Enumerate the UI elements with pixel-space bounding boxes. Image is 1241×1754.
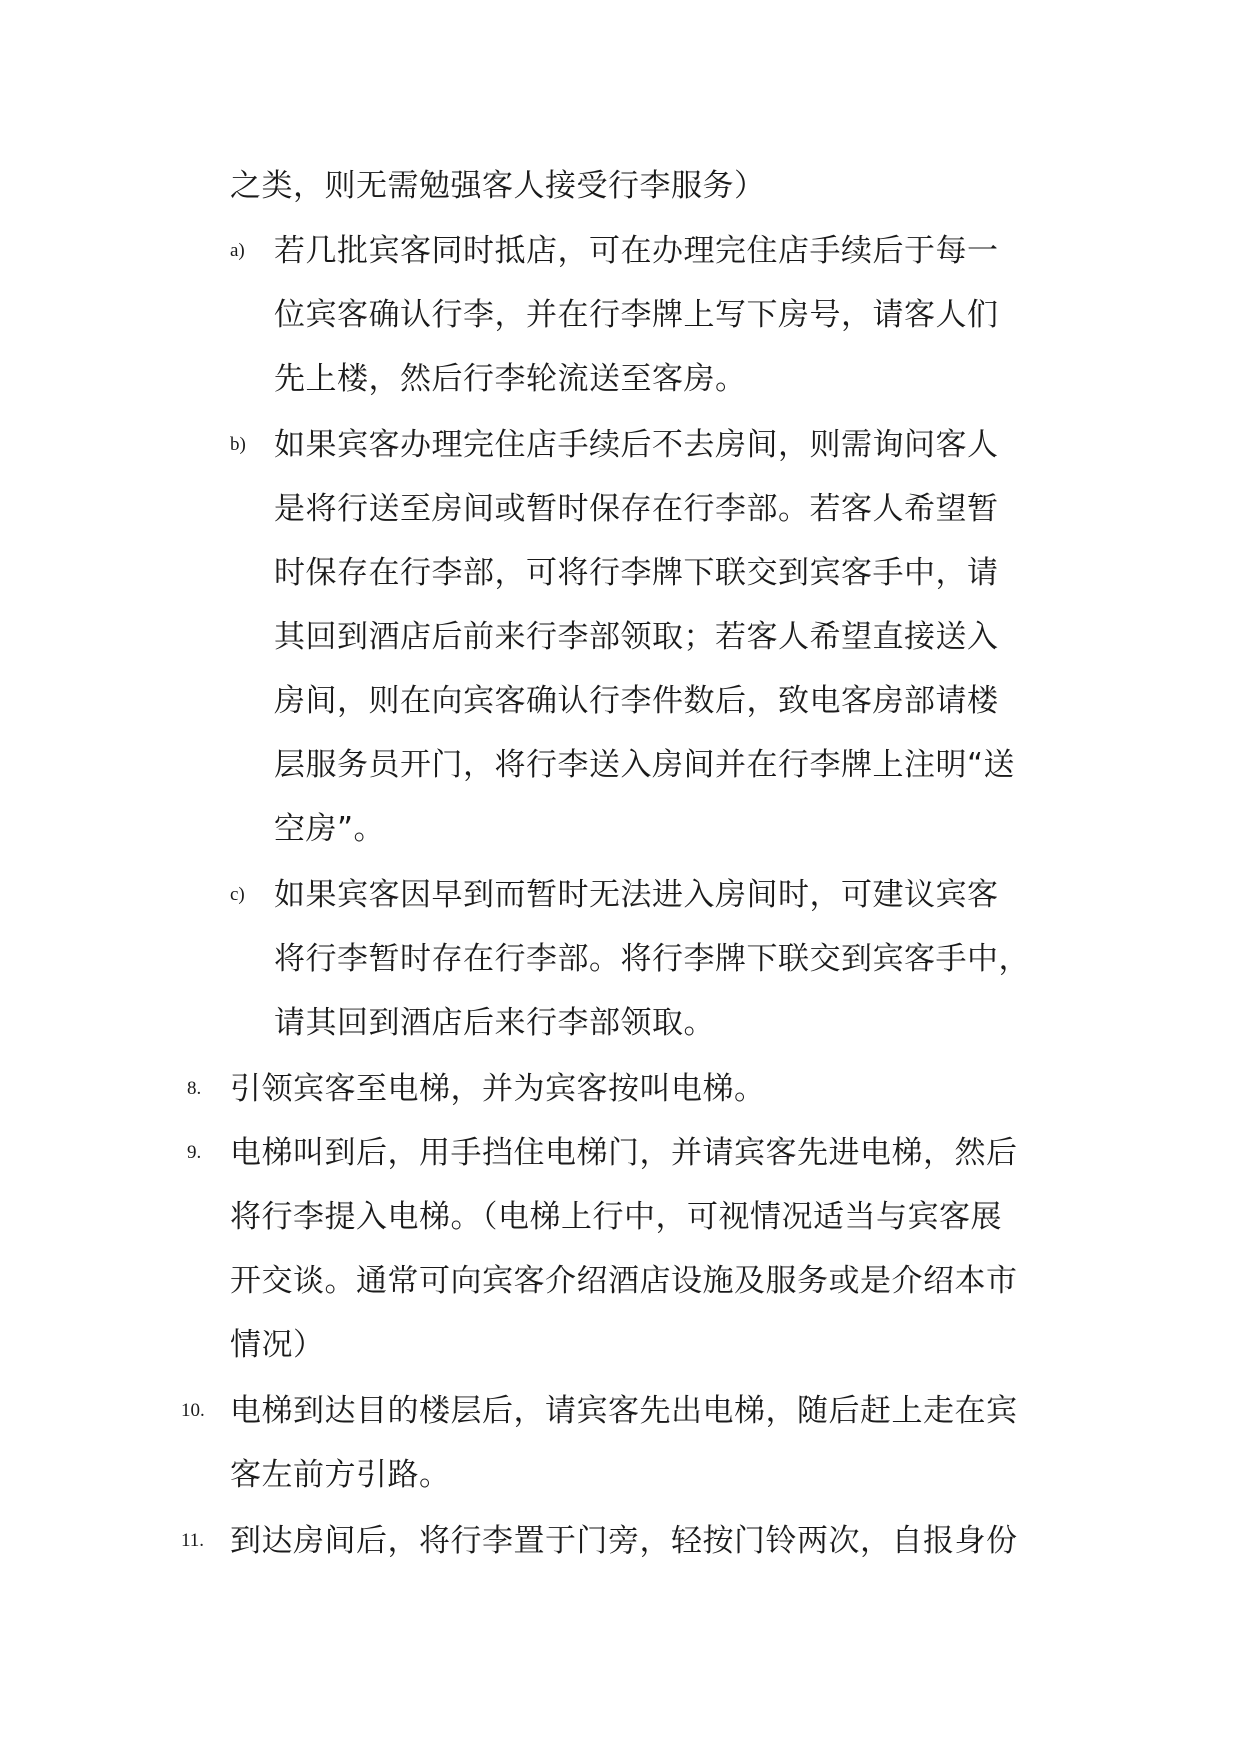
item-9-line: 开交谈。通常可向宾客介绍酒店设施及服务或是介绍本市 [230,1263,1018,1299]
item-11-line: 到达房间后，将行李置于门旁，轻按门铃两次，自报身份 [230,1523,1018,1559]
sub-item-b-marker: b) [230,434,246,455]
sub-item-c-line: 请其回到酒店后来行李部领取。 [274,1005,715,1041]
item-10-line: 客左前方引路。 [230,1457,451,1493]
sub-item-c-line: 将行李暂时存在行李部。将行李牌下联交到宾客手中， [274,941,1030,977]
item-9-marker: 9. [187,1142,202,1163]
item-11-marker: 11. [181,1530,205,1551]
sub-item-b-line: 时保存在行李部，可将行李牌下联交到宾客手中，请 [274,555,999,591]
item-9-line: 将行李提入电梯。（电梯上行中，可视情况适当与宾客展 [230,1199,1002,1235]
item-10-line: 电梯到达目的楼层后，请宾客先出电梯，随后赶上走在宾 [230,1393,1018,1429]
sub-item-b-line: 层服务员开门，将行李送入房间并在行李牌上注明“送 [274,747,1016,783]
sub-item-a-line: 位宾客确认行李，并在行李牌上写下房号，请客人们 [274,297,999,333]
sub-item-b-line: 如果宾客办理完住店手续后不去房间，则需询问客人 [274,427,999,463]
sub-item-a-line: 若几批宾客同时抵店，可在办理完住店手续后于每一 [274,233,999,269]
item-9-line: 情况） [230,1327,325,1363]
sub-item-b-line: 是将行送至房间或暂时保存在行李部。若客人希望暂 [274,491,999,527]
item-8-line: 引领宾客至电梯，并为宾客按叫电梯。 [230,1071,766,1107]
item-9-line: 电梯叫到后，用手挡住电梯门，并请宾客先进电梯，然后 [230,1135,1018,1171]
sub-item-b-line: 房间，则在向宾客确认行李件数后，致电客房部请楼 [274,683,999,719]
item-8-marker: 8. [187,1078,202,1099]
item-10-marker: 10. [181,1400,205,1421]
sub-item-a-line: 先上楼，然后行李轮流送至客房。 [274,361,747,397]
sub-item-a-marker: a) [230,240,245,261]
sub-item-c-line: 如果宾客因早到而暂时无法进入房间时，可建议宾客 [274,877,999,913]
sub-item-b-line: 其回到酒店后前来行李部领取；若客人希望直接送入 [274,619,999,655]
sub-item-b-line: 空房”。 [274,811,386,847]
continuation-text: 之类，则无需勉强客人接受行李服务） [230,168,766,204]
sub-item-c-marker: c) [230,884,245,905]
